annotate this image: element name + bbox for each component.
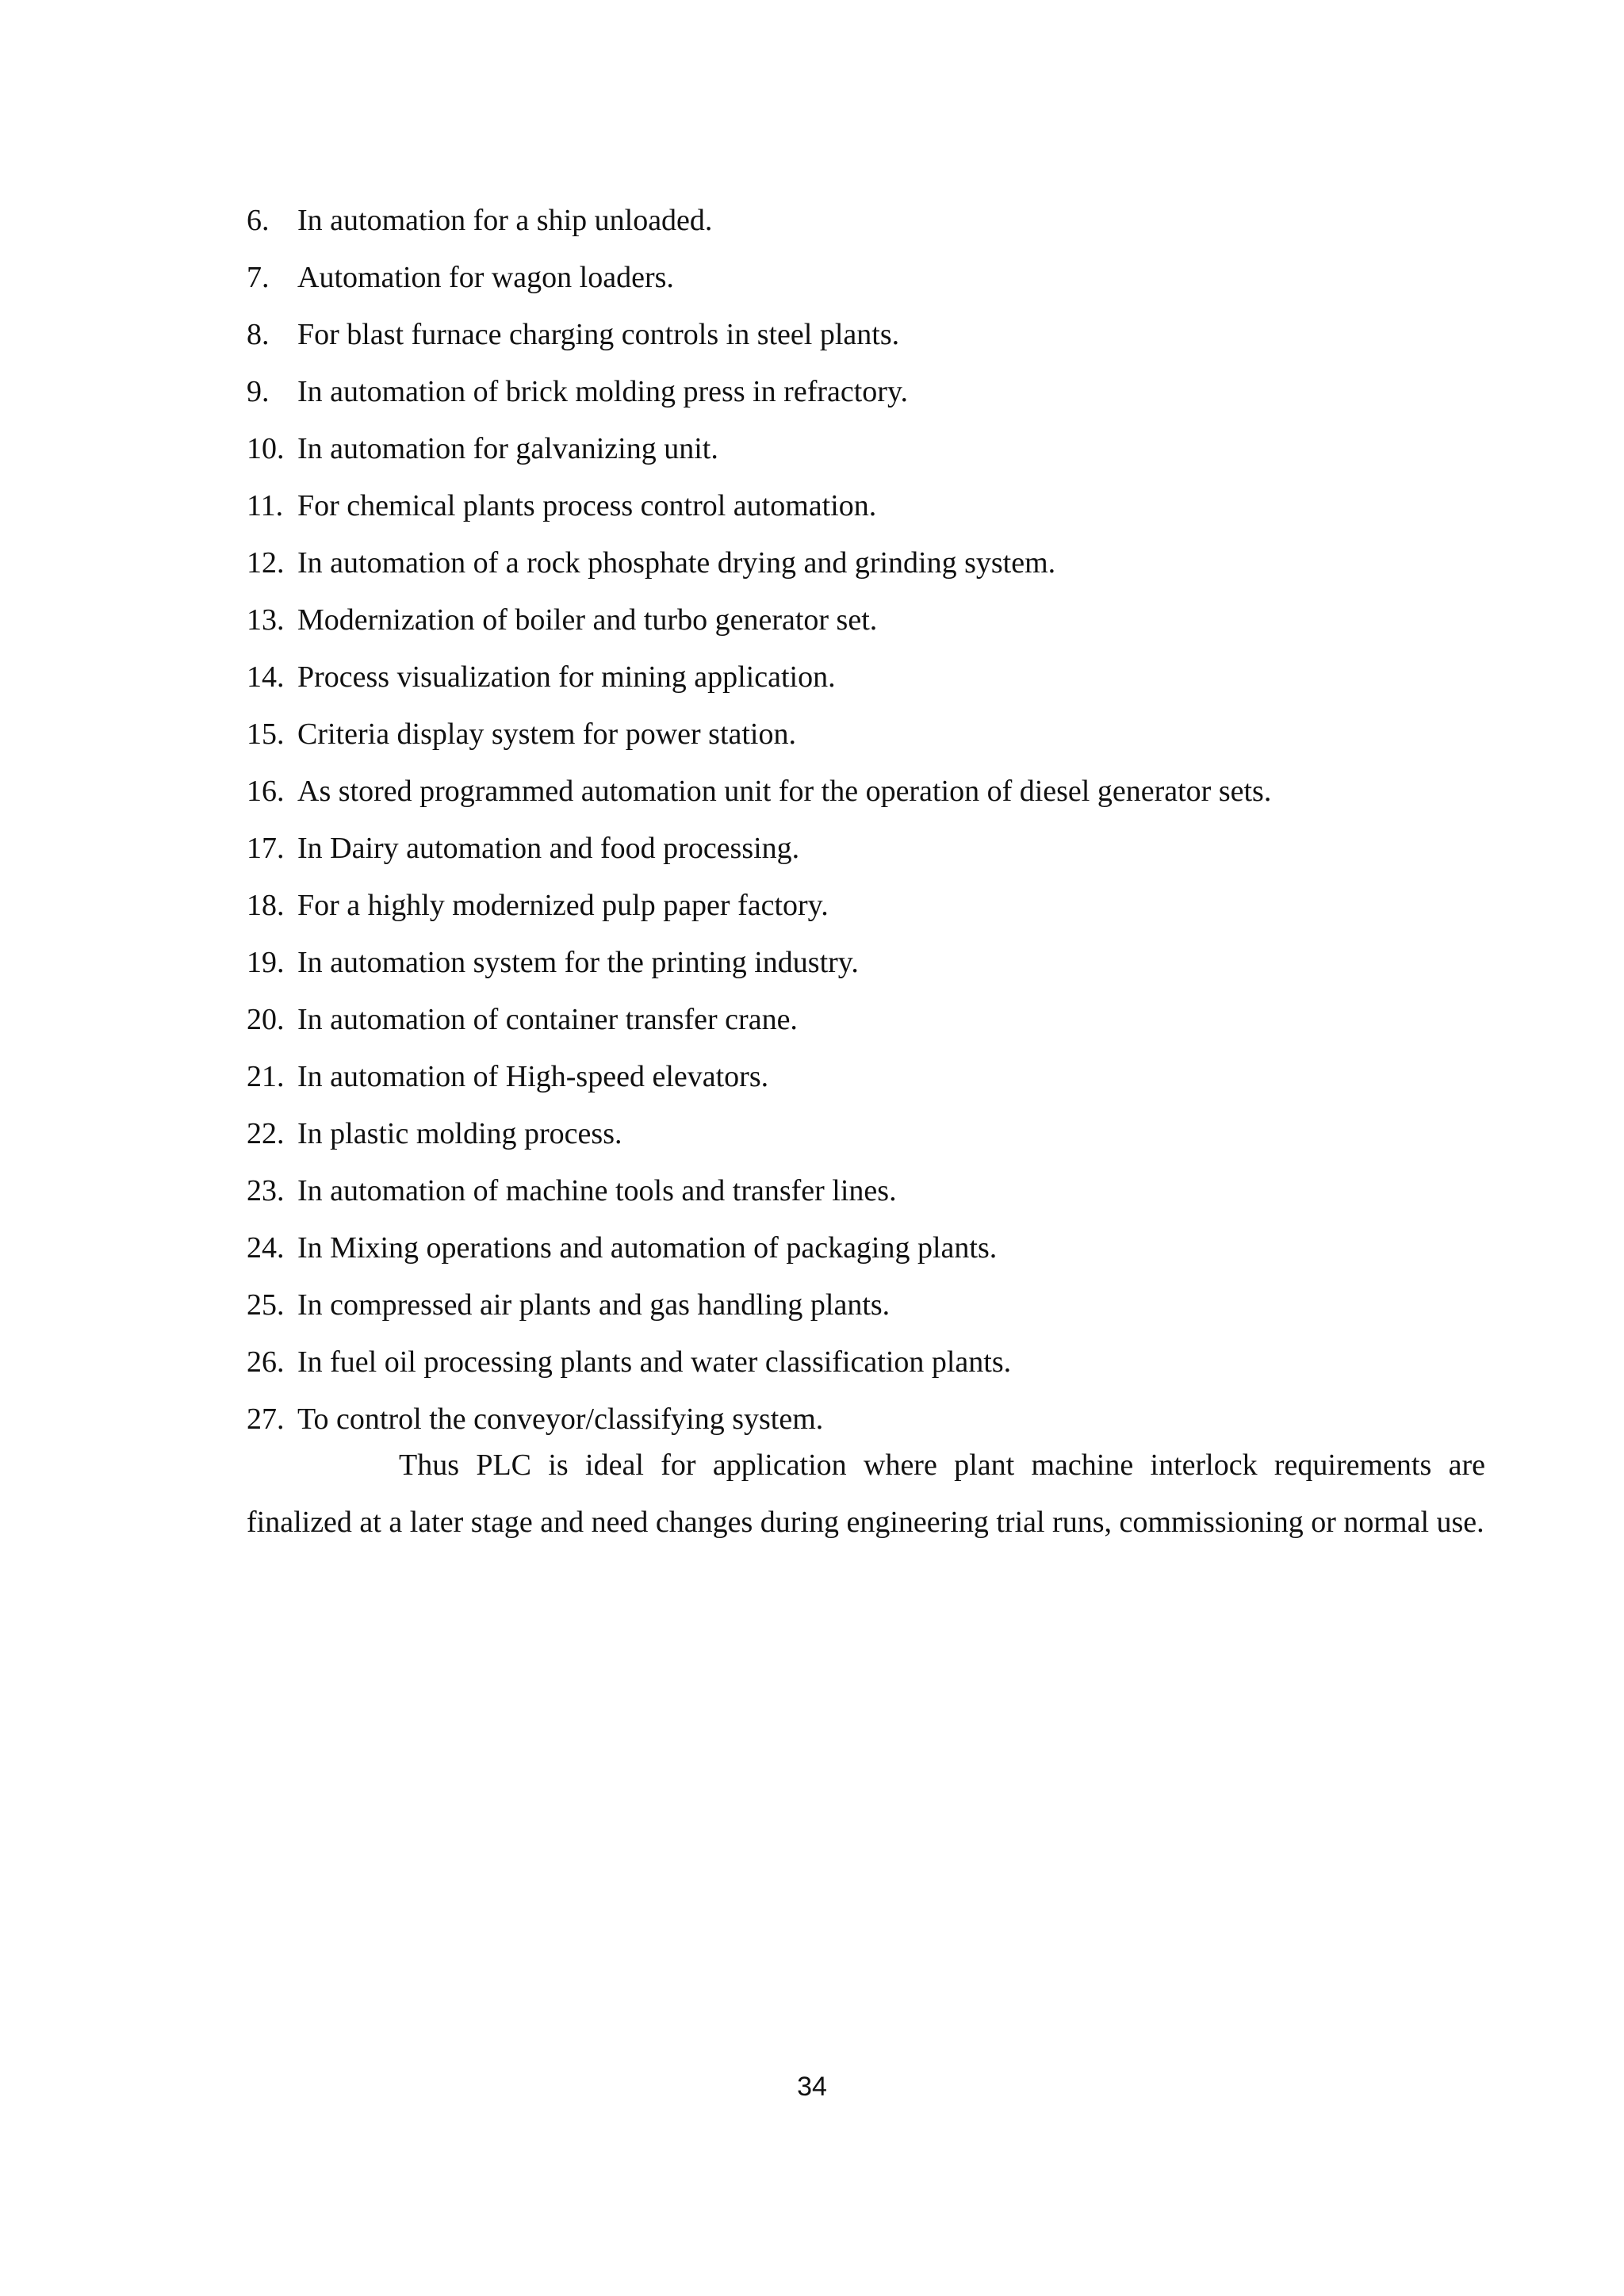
list-text: In automation of a rock phosphate drying and grinding system.: [297, 546, 1056, 580]
list-item: [247, 1048, 1271, 1105]
list-text: Criteria display system for power station.: [297, 718, 796, 751]
list-text: Modernization of boiler and turbo generator set.: [297, 603, 878, 637]
list-number: 10.: [247, 432, 285, 465]
list-item: [247, 706, 1271, 763]
list-number: 27.: [247, 1402, 285, 1436]
list-item: [247, 1105, 1271, 1162]
list-number: 14.: [247, 660, 285, 694]
applications-list: [247, 192, 1271, 1448]
list-item: [247, 534, 1271, 591]
list-number: 7.: [247, 261, 270, 294]
list-text: In automation of High-speed elevators.: [297, 1060, 769, 1093]
list-text: In automation for a ship unloaded.: [297, 204, 713, 237]
list-text: In Mixing operations and automation of packaging plants.: [297, 1231, 998, 1265]
list-item: [247, 363, 1271, 420]
list-item: [247, 934, 1271, 991]
list-item: [247, 763, 1271, 820]
list-item: [247, 1162, 1271, 1219]
list-text: For chemical plants process control automation.: [297, 489, 877, 522]
list-item: [247, 649, 1271, 706]
list-item: [247, 991, 1271, 1048]
list-text: Automation for wagon loaders.: [297, 261, 674, 294]
list-text: In plastic molding process.: [297, 1117, 622, 1150]
list-text: In Dairy automation and food processing.: [297, 832, 800, 865]
list-number: 18.: [247, 889, 285, 922]
list-number: 20.: [247, 1003, 285, 1036]
list-number: 19.: [247, 946, 285, 979]
list-number: 25.: [247, 1288, 285, 1322]
list-number: 6.: [247, 204, 270, 237]
list-text: In fuel oil processing plants and water classification plants.: [297, 1345, 1012, 1379]
list-number: 24.: [247, 1231, 285, 1265]
list-text: In automation system for the printing industry.: [297, 946, 859, 979]
list-number: 17.: [247, 832, 285, 865]
list-text: Process visualization for mining application.: [297, 660, 836, 694]
page-number: 34: [797, 2072, 827, 2102]
list-text: To control the conveyor/classifying system.: [297, 1402, 824, 1436]
list-item: [247, 591, 1271, 649]
list-number: 11.: [247, 489, 284, 522]
list-item: [247, 249, 1271, 306]
list-text: In compressed air plants and gas handling plants.: [297, 1288, 891, 1322]
list-number: 12.: [247, 546, 285, 580]
list-number: 15.: [247, 718, 285, 751]
list-number: 22.: [247, 1117, 285, 1150]
list-text: In automation for galvanizing unit.: [297, 432, 718, 465]
list-item: [247, 420, 1271, 477]
list-item: [247, 306, 1271, 363]
list-text: In automation of container transfer crane.: [297, 1003, 798, 1036]
list-text: For blast furnace charging controls in steel plants.: [297, 318, 900, 351]
list-number: 16.: [247, 775, 285, 808]
list-item: [247, 192, 1271, 249]
list-text: In automation of brick molding press in refractory.: [297, 375, 908, 408]
list-number: 21.: [247, 1060, 285, 1093]
list-item: [247, 820, 1271, 877]
list-item: [247, 877, 1271, 934]
list-number: 26.: [247, 1345, 285, 1379]
list-number: 23.: [247, 1174, 285, 1207]
closing-paragraph: Thus PLC is ideal for application where plant machine interlock requirements are finalized at a later stage and need changes during engineering trial runs, commissioning or normal use.: [247, 1448, 1485, 1539]
list-item: [247, 1219, 1271, 1276]
list-item: [247, 477, 1271, 534]
list-number: 8.: [247, 318, 270, 351]
list-text: As stored programmed automation unit for the operation of diesel generator sets.: [297, 775, 1272, 808]
list-item: [247, 1334, 1271, 1391]
list-item: [247, 1276, 1271, 1334]
list-text: In automation of machine tools and transfer lines.: [297, 1174, 897, 1207]
list-text: For a highly modernized pulp paper factory.: [297, 889, 829, 922]
list-number: 9.: [247, 375, 270, 408]
list-number: 13.: [247, 603, 285, 637]
